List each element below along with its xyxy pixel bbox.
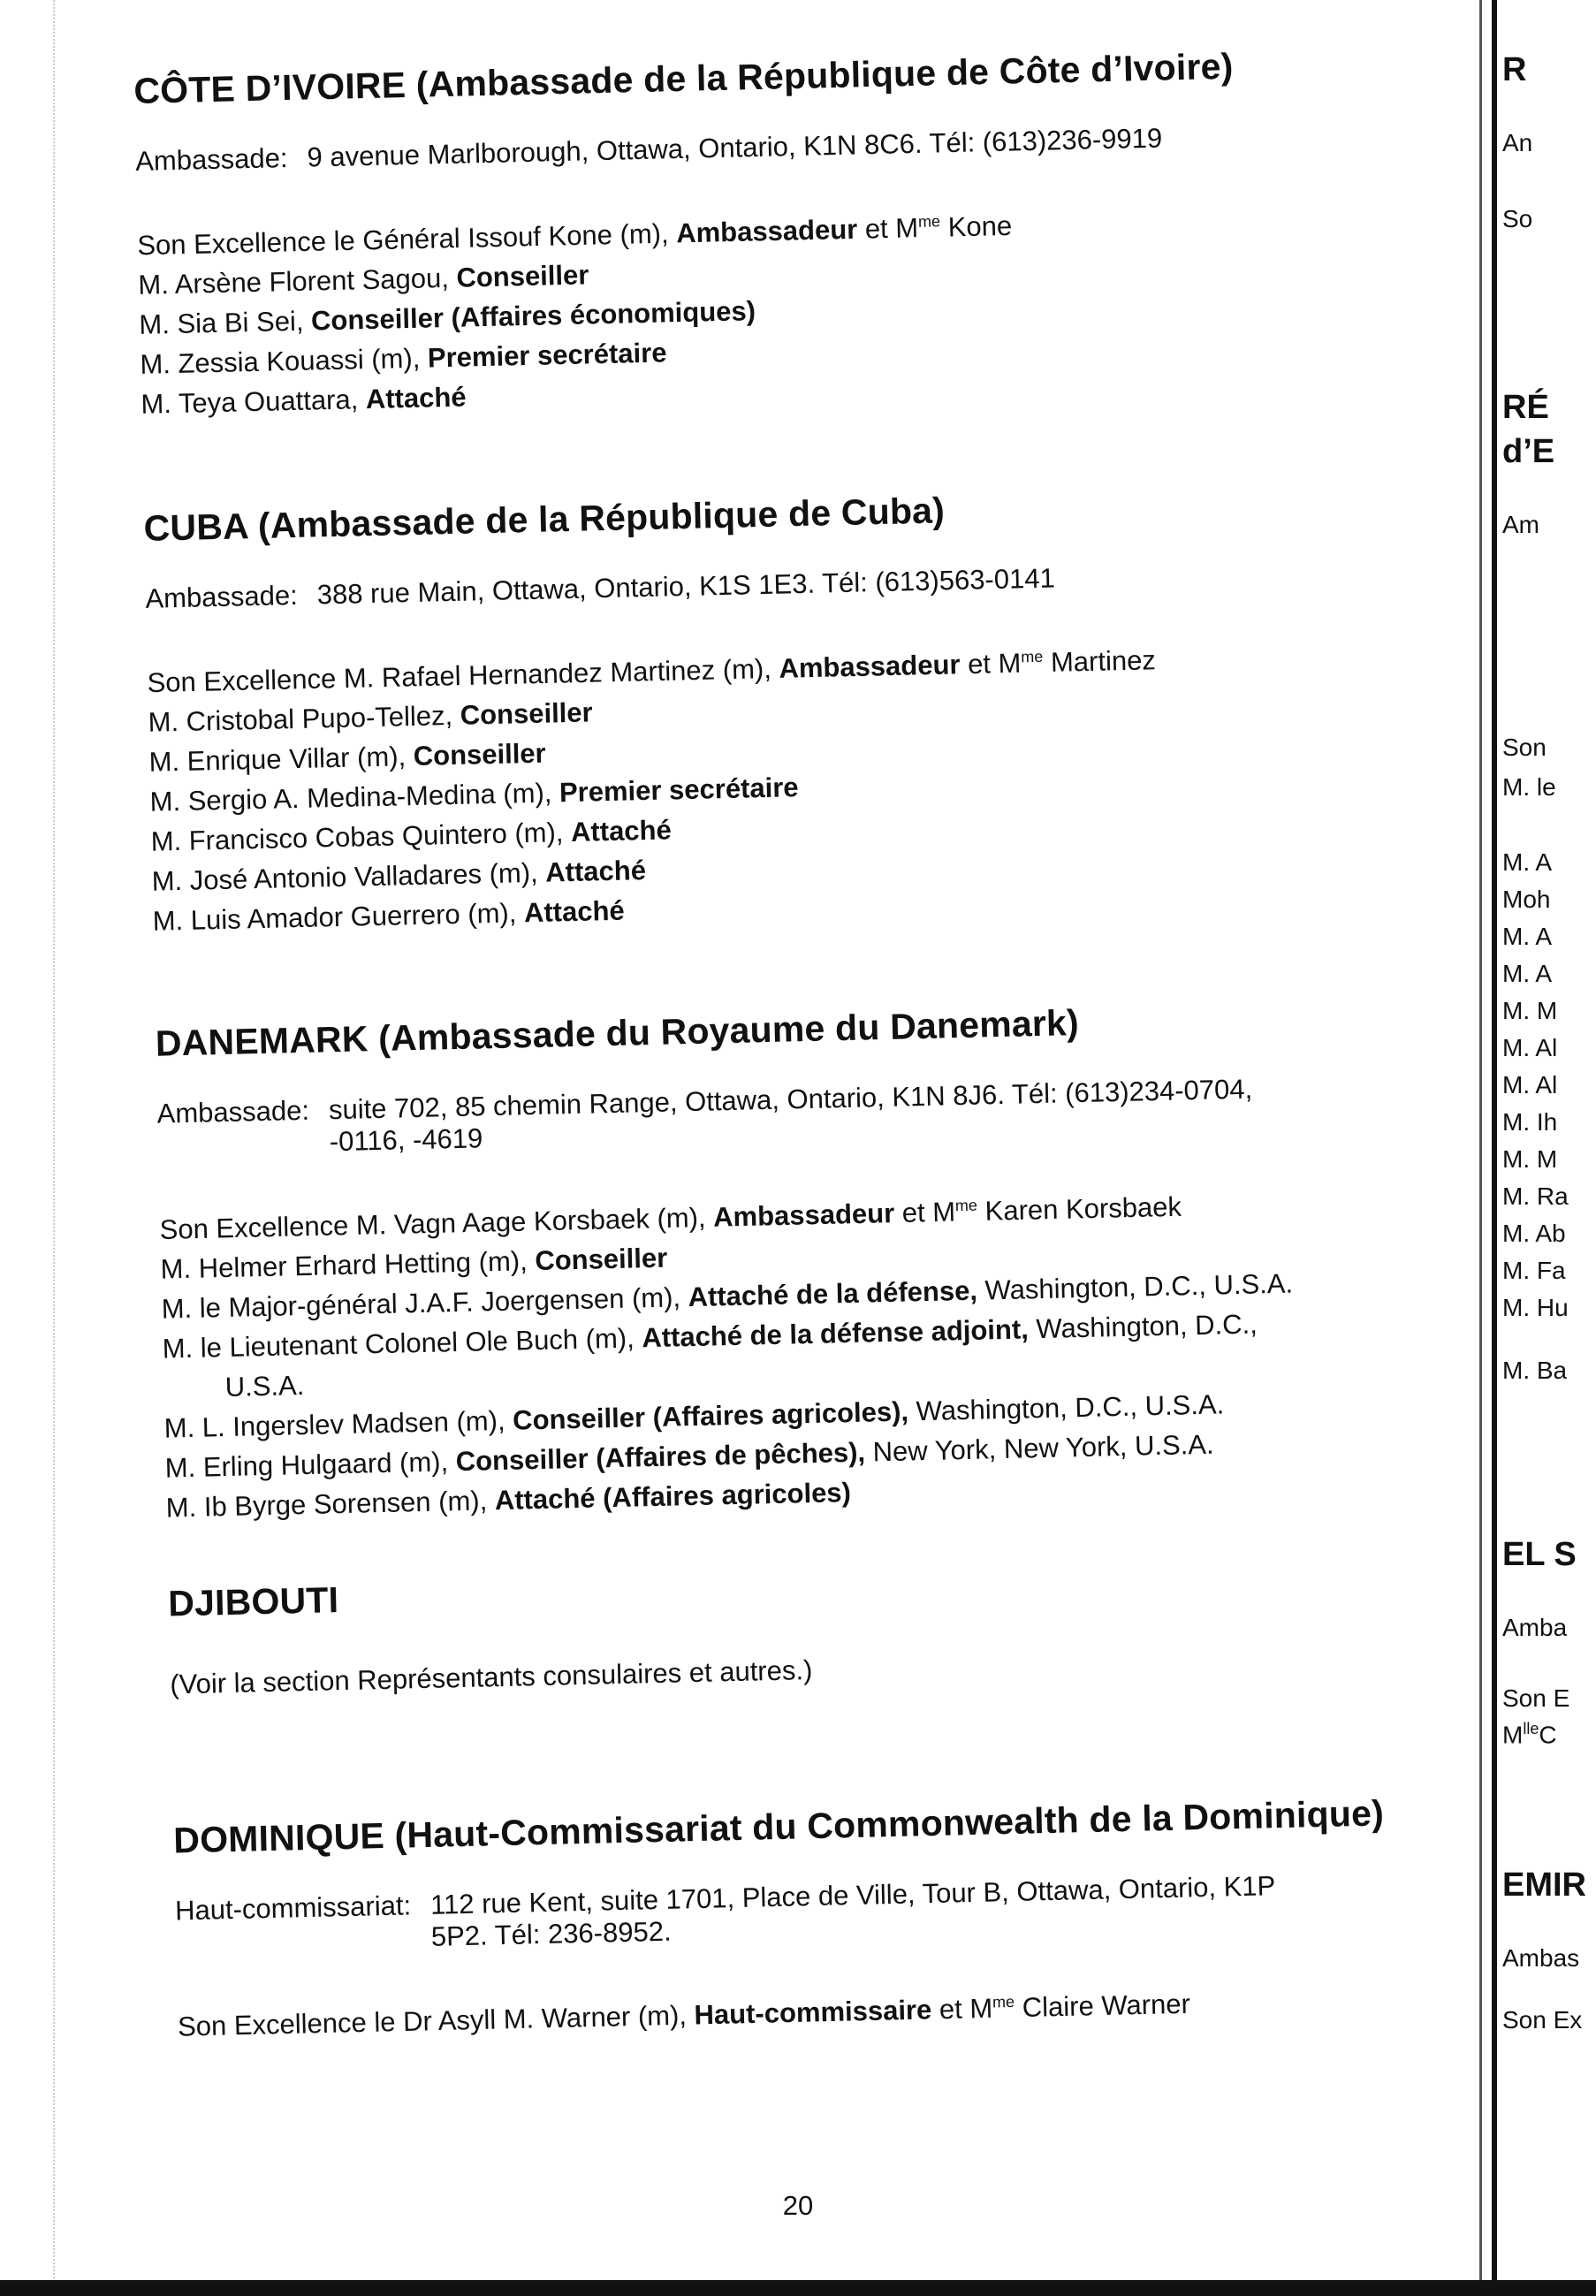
right-fragment: M. Ab: [1502, 1220, 1566, 1247]
right-fragment: M. M: [1502, 997, 1558, 1024]
right-fragment: M. le: [1502, 773, 1556, 801]
staff-entry: M. José Antonio Valladares (m), Attaché: [151, 855, 647, 898]
section-heading: DJIBOUTI: [167, 1579, 339, 1624]
section-danemark: [155, 993, 1474, 1528]
right-fragment: Am: [1502, 511, 1539, 538]
address-line: [156, 1068, 1465, 1162]
address-label: Haut-commissariat:: [174, 1889, 412, 1927]
address-text: 388 rue Main, Ottawa, Ontario, K1S 1E3. Tél: (613)563-0141: [316, 562, 1056, 611]
section-djibouti: [168, 1554, 1478, 1701]
right-fragment: Son: [1502, 734, 1547, 761]
staff-entry: M. Luis Amador Guerrero (m), Attaché: [152, 894, 626, 938]
staff-entry: M. le Lieutenant Colonel Ole Buch (m), Attaché de la défense adjoint, Washington, D.C.,: [162, 1308, 1258, 1365]
section-heading: DANEMARK (Ambassade du Royaume du Danemark): [155, 1001, 1080, 1064]
right-fragment: M. M: [1502, 1145, 1558, 1173]
staff-list: [137, 190, 1449, 424]
page-gutter-shadow: [1479, 0, 1482, 2296]
right-fragment: M. Al: [1502, 1034, 1558, 1061]
section-dominique: [173, 1790, 1486, 2047]
right-fragment: Moh: [1502, 886, 1551, 913]
staff-entry: M. le Major-général J.A.F. Joergensen (m), Attaché de la défense, Washington, D.C., U.S.A.: [161, 1267, 1294, 1325]
section-cuba: [143, 478, 1461, 941]
staff-entry: M. Teya Ouattara, Attaché: [141, 381, 467, 421]
right-fragment: M. Al: [1502, 1071, 1558, 1099]
staff-entry: Son Excellence le Dr Asyll M. Warner (m), Haut-commissaire et $M^{me}$ Claire Warner: [177, 1988, 1191, 2042]
right-fragment: M. Ba: [1502, 1357, 1568, 1384]
address-text: 112 rue Kent, suite 1701, Place de Ville, Tour B, Ottawa, Ontario, K1P 5P2. Tél: 236-8952.: [429, 1870, 1276, 1952]
staff-entry: M. Sia Bi Sei, Conseiller (Affaires économiques): [139, 295, 756, 341]
staff-entry: M. Cristobal Pupo-Tellez, Conseiller: [148, 696, 594, 739]
right-fragment: So: [1502, 205, 1533, 232]
address-line: [175, 1866, 1484, 1959]
staff-list: [159, 1175, 1474, 1528]
address-text: suite 702, 85 chemin Range, Ottawa, Ontario, K1N 8J6. Tél: (613)234-0704, -0116, -4619: [328, 1073, 1253, 1158]
staff-entry: M. Zessia Kouassi (m), Premier secrétaire: [140, 337, 667, 381]
right-fragment: Son Ex: [1502, 2006, 1583, 2034]
staff-entry: M. Sergio A. Medina-Medina (m), Premier secrétaire: [149, 772, 799, 818]
right-fragment: M. Fa: [1502, 1257, 1566, 1284]
right-fragment: Amba: [1502, 1614, 1568, 1641]
right-page-cropped: [1497, 0, 1596, 2296]
address-label: Ambassade:: [156, 1094, 310, 1129]
right-fragment: M. A: [1502, 923, 1553, 950]
section-heading: CÔTE D’IVOIRE (Ambassade de la République de Côte d’Ivoire): [133, 45, 1234, 111]
staff-entry-continuation: U.S.A.: [224, 1370, 305, 1403]
scan-edge: [0, 0, 55, 2296]
address-line: [135, 116, 1443, 178]
staff-entry: Son Excellence M. Vagn Aage Korsbaek (m), Ambassadeur et $M^{me}$ Karen Korsbaek: [159, 1190, 1182, 1245]
address-line: [145, 553, 1453, 615]
scan-bottom-edge: [0, 2280, 1596, 2296]
address-text: 9 avenue Marlborough, Ottawa, Ontario, K1N 8C6. Tél: (613)236-9919: [307, 122, 1163, 173]
left-page-content: [133, 5, 1440, 2042]
right-fragment: d’E: [1502, 433, 1555, 470]
right-fragment: M. Hu: [1502, 1294, 1569, 1321]
right-fragment: M. Ih: [1502, 1108, 1558, 1136]
right-fragment: M. A: [1502, 848, 1553, 876]
staff-entry: M. Enrique Villar (m), Conseiller: [148, 737, 547, 779]
right-fragment: Ambas: [1502, 1944, 1580, 1972]
right-fragment: An: [1502, 129, 1533, 156]
right-fragment: RÉ: [1502, 389, 1549, 426]
staff-list: [147, 627, 1461, 941]
section-cote-divoire: [133, 41, 1449, 424]
right-fragment: M. Ra: [1502, 1182, 1569, 1210]
right-fragment: EMIR: [1502, 1866, 1586, 1904]
address-label: Ambassade:: [145, 579, 299, 614]
staff-entry: M. Francisco Cobas Quintero (m), Attaché: [150, 814, 673, 858]
right-fragment: EL S: [1502, 1536, 1577, 1573]
address-label: Ambassade:: [134, 142, 288, 177]
right-fragment: Son E: [1502, 1684, 1570, 1712]
right-fragment: R: [1502, 51, 1527, 88]
staff-entry: M. L. Ingerslev Madsen (m), Conseiller (Affaires agricoles), Washington, D.C., U.S.A.: [163, 1388, 1225, 1444]
page-number: 20: [782, 2190, 814, 2221]
staff-entry: Son Excellence le Général Issouf Kone (m), Ambassadeur et $M^{me}$ Kone: [136, 209, 1013, 262]
section-heading: CUBA (Ambassade de la République de Cuba): [143, 490, 946, 549]
staff-list: [177, 1972, 1486, 2047]
staff-entry: Son Excellence M. Rafael Hernandez Martinez (m), Ambassadeur et $M^{me}$ Martinez: [147, 644, 1157, 699]
right-fragment: $M^{lle}C$: [1502, 1720, 1557, 1749]
right-fragment: M. A: [1502, 960, 1553, 987]
staff-entry: M. Helmer Erhard Hetting (m), Conseiller: [160, 1242, 668, 1285]
section-heading: DOMINIQUE (Haut-Commissariat du Commonwealth de la Dominique): [172, 1792, 1385, 1861]
cross-reference-note: (Voir la section Représentants consulaires et autres.): [169, 1654, 813, 1700]
staff-entry: M. Erling Hulgaard (m), Conseiller (Affaires de pêches), New York, New York, U.S.A.: [164, 1428, 1214, 1484]
staff-entry: M. Ib Byrge Sorensen (m), Attaché (Affaires agricoles): [165, 1477, 852, 1524]
staff-entry: M. Arsène Florent Sagou, Conseiller: [138, 259, 589, 301]
